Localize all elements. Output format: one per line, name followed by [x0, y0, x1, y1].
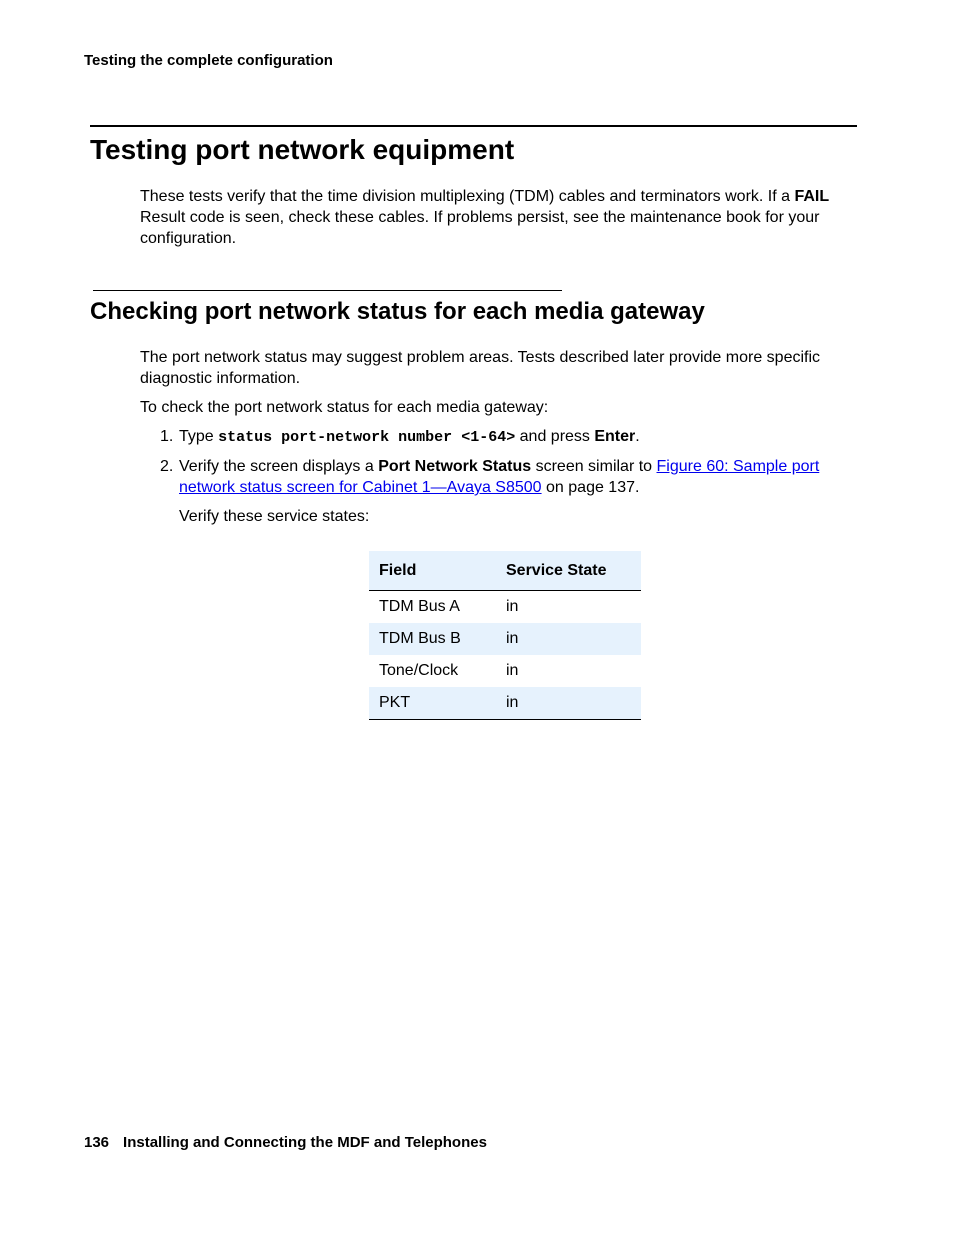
- service-state-table: [369, 551, 641, 720]
- intro-paragraph: These tests verify that the time division multiplexing (TDM) cables and terminators work. If a FAIL Result code is seen, check these cables. If problems persist, see the maintenance book for your configuration.: [140, 188, 830, 247]
- procedure-intro: To check the port network status for each media gateway:: [140, 399, 549, 416]
- page-footer: [84, 1134, 487, 1151]
- fail-code: FAIL: [794, 188, 830, 205]
- verify-text: Verify these service states:: [179, 508, 370, 525]
- running-header: Testing the complete configuration: [84, 52, 333, 69]
- header-field: Field: [369, 551, 496, 591]
- screen-name: Port Network Status: [378, 458, 532, 475]
- page-number: 136: [84, 1134, 110, 1151]
- figure-60-link-cont[interactable]: network status screen for Cabinet 1—Avaya S8500: [179, 479, 542, 496]
- subsection-rule: [93, 290, 562, 291]
- table-row: TDM Bus A in: [379, 598, 519, 615]
- command-text: status port-network number: [218, 429, 453, 446]
- section-title: Testing port network equipment: [90, 134, 515, 165]
- table-row: Tone/Clock in: [379, 662, 519, 679]
- figure-60-link[interactable]: Figure 60: Sample port: [656, 458, 820, 475]
- status-paragraph: The port network status may suggest problem areas. Tests described later provide more specific diagnostic information.: [140, 349, 821, 387]
- step-2: 2. Verify the screen displays a Port Network Status screen similar to Figure 60: Sample port network status screen for Cabinet 1—Avaya S8500 on page 137.: [160, 458, 820, 496]
- step-1: 1. Type status port-network number <1-64> and press Enter.: [160, 428, 640, 446]
- book-title: Installing and Connecting the MDF and Telephones: [123, 1134, 487, 1151]
- section-rule: [90, 125, 857, 127]
- enter-key: Enter: [594, 428, 636, 445]
- header-service-state: Service State: [496, 551, 641, 591]
- subsection-title: Checking port network status for each media gateway: [90, 298, 705, 325]
- table-row: TDM Bus B in: [369, 623, 641, 655]
- table-row: PKT in: [369, 687, 641, 720]
